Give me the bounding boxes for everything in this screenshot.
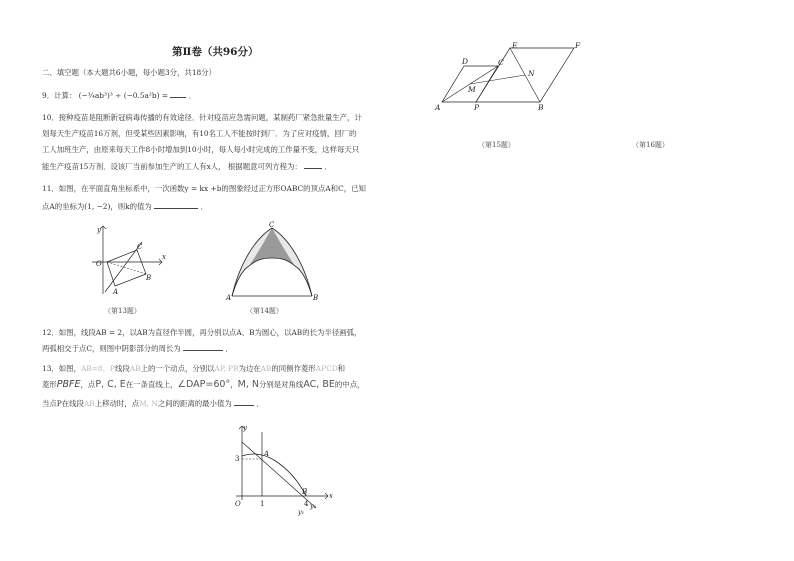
figure-14 xyxy=(226,222,322,302)
fig15-label-E: E xyxy=(512,41,518,50)
fig13-dashed xyxy=(107,262,146,274)
fig15-label-C: C xyxy=(498,58,504,67)
fig16-label-A: A xyxy=(264,450,270,458)
fig16-label-y1: y₁ xyxy=(298,508,305,516)
q13-text-1k: APCD xyxy=(315,364,338,373)
fig15-label-F: F xyxy=(575,41,581,50)
fig16-label-x: x xyxy=(329,492,333,500)
fig16-label-O: O xyxy=(235,500,241,508)
fig14-label-C: C xyxy=(269,221,275,229)
fig13-label-x: x xyxy=(162,253,166,261)
figure-16 xyxy=(230,422,334,516)
fig16-tick-3: 3 xyxy=(235,455,240,463)
q10-line-1: 10．接种疫苗是阻断新冠病毒传播的有效途径．针对疫苗应急需问题，某制药厂紧急批量生产，计 xyxy=(42,113,362,122)
fig16-curve-y2 xyxy=(242,454,306,496)
q11-line-1: 11．如图，在平面直角坐标系中，一次函数y = kx +b的图象经过正方形OABC的顶点A和C，已知 xyxy=(42,184,366,193)
q9-suffix: ． xyxy=(188,91,197,100)
q13-text-2k: 的中点， xyxy=(334,380,365,389)
section-heading: 二、填空题（本大题共6小题，每小题3分，共18分） xyxy=(42,68,217,77)
q13-answer-blank[interactable] xyxy=(234,398,254,406)
q9-prefix: 9．计算： xyxy=(42,91,77,100)
fig16-label-y2: y₂ xyxy=(310,502,317,510)
q9-answer-blank[interactable] xyxy=(170,90,186,98)
fig15-segment-MN xyxy=(470,75,525,84)
fig14-label-A: A xyxy=(226,294,232,302)
caption-fig16: （第16题） xyxy=(632,141,669,149)
q11-suffix: ． xyxy=(200,202,208,211)
q13-text-2d: P, C, E xyxy=(95,379,126,390)
fig15-label-B: B xyxy=(538,103,544,112)
q13-text-1g: AP, PB xyxy=(214,364,239,373)
q12-line-1: 12．如图，线段AB = 2，以AB为直径作半圆，再分别以点A、B为圆心，以AB的长为半径画弧， xyxy=(42,328,362,337)
fig13-square xyxy=(107,250,146,286)
fig15-label-N: N xyxy=(528,69,535,78)
fig15-label-A: A xyxy=(435,103,441,112)
q11-line-2 xyxy=(42,201,208,212)
fig16-tick-1: 1 xyxy=(260,500,265,508)
q10-line-2: 划每天生产疫苗16万剂，但受某些因素影响，有10名工人不能按时到厂．为了应对疫情，回厂的 xyxy=(42,129,357,138)
fig16-line-y1 xyxy=(242,442,316,508)
q12-line-2-text: 两弧相交于点C，则图中阴影部分的周长为 xyxy=(42,344,181,353)
fig15-label-D: D xyxy=(462,57,469,66)
caption-fig13: （第13题） xyxy=(104,307,141,315)
caption-fig14: （第14题） xyxy=(246,307,283,315)
q9-expression: (−¼ab³)³ ÷ (−0.5a²b) = xyxy=(78,91,169,100)
q13-line-2 xyxy=(42,380,364,390)
page-title: 第Ⅱ卷（共96分） xyxy=(172,46,259,58)
q13-text-2h: M, N xyxy=(237,379,259,390)
fig14-label-B: B xyxy=(313,294,319,302)
q10-answer-blank[interactable] xyxy=(304,161,322,169)
q13-text-2g: ， xyxy=(230,380,238,389)
fig16-tick-4: 4 xyxy=(304,500,309,508)
q13-text-1l: 和 xyxy=(337,364,346,373)
q13-text-3d: M, N xyxy=(139,399,158,408)
q13-text-1i: AB xyxy=(260,364,272,373)
question-9 xyxy=(42,90,196,101)
fig15-label-M: M xyxy=(468,85,476,94)
q13-text-1e: AB xyxy=(129,364,141,373)
fig13-label-C: C xyxy=(137,243,143,251)
figure-13 xyxy=(90,222,170,302)
figure-15 xyxy=(434,40,590,112)
q13-text-3c: 上移动时，点 xyxy=(94,399,140,408)
q12-answer-blank[interactable] xyxy=(183,343,223,351)
q10-suffix: ． xyxy=(324,162,332,171)
fig13-label-A: A xyxy=(113,288,119,296)
caption-fig15: （第15题） xyxy=(478,141,515,149)
fig16-label-B: B xyxy=(302,488,308,496)
q13-text-2a: 菱形 xyxy=(42,380,57,389)
fig13-label-B: B xyxy=(146,274,152,282)
q13-text-1b: AB=8， xyxy=(80,364,111,373)
q13-line-1 xyxy=(42,364,345,374)
q13-text-2c: ，点 xyxy=(80,380,96,389)
q13-text-2f: ∠DAP=60° xyxy=(177,379,231,390)
q13-line-3 xyxy=(42,398,264,409)
q13-text-1f: 上的一个动点，分别以 xyxy=(140,364,215,373)
fig13-label-O: O xyxy=(96,260,102,268)
q13-text-1j: 的同侧作菱形 xyxy=(271,364,316,373)
fig15-label-P: P xyxy=(474,103,480,112)
q12-line-2 xyxy=(42,343,233,354)
q13-suffix: ． xyxy=(256,399,264,408)
q13-text-2e: 在一条直线上， xyxy=(125,380,178,389)
q11-answer-blank[interactable] xyxy=(154,201,198,209)
q13-text-1h: 为边在 xyxy=(238,364,261,373)
fig13-label-y: y xyxy=(97,226,101,234)
q13-text-1d: 线段 xyxy=(115,364,130,373)
q13-text-2i: 分别是对角线 xyxy=(258,380,304,389)
q13-text-1a: 13．如图， xyxy=(42,364,81,373)
q13-text-3e: 之间的距离的最小值为 xyxy=(157,399,232,408)
q10-line-4-text: 能生产疫苗15万剂．设该厂当前参加生产的工人有x人， 根据题意可列方程为： xyxy=(42,162,302,171)
q12-suffix: ． xyxy=(225,344,233,353)
q13-text-1c: P xyxy=(110,364,116,373)
q13-text-2j: AC, BE xyxy=(303,379,335,390)
q13-text-2b: PBFE xyxy=(56,379,81,390)
q13-text-3a: 当点P在线段 xyxy=(42,399,84,408)
fig16-label-y: y xyxy=(243,424,247,432)
q11-line-2-text: 点A的坐标为(1, −2)，则k的值为 xyxy=(42,202,152,211)
q13-text-3b: AB xyxy=(83,399,95,408)
q10-line-3: 工人加班生产，由原来每天工作8小时增加到10小时，每人每小时完成的工作量不变，这样每天只 xyxy=(42,145,360,154)
q10-line-4 xyxy=(42,161,332,172)
